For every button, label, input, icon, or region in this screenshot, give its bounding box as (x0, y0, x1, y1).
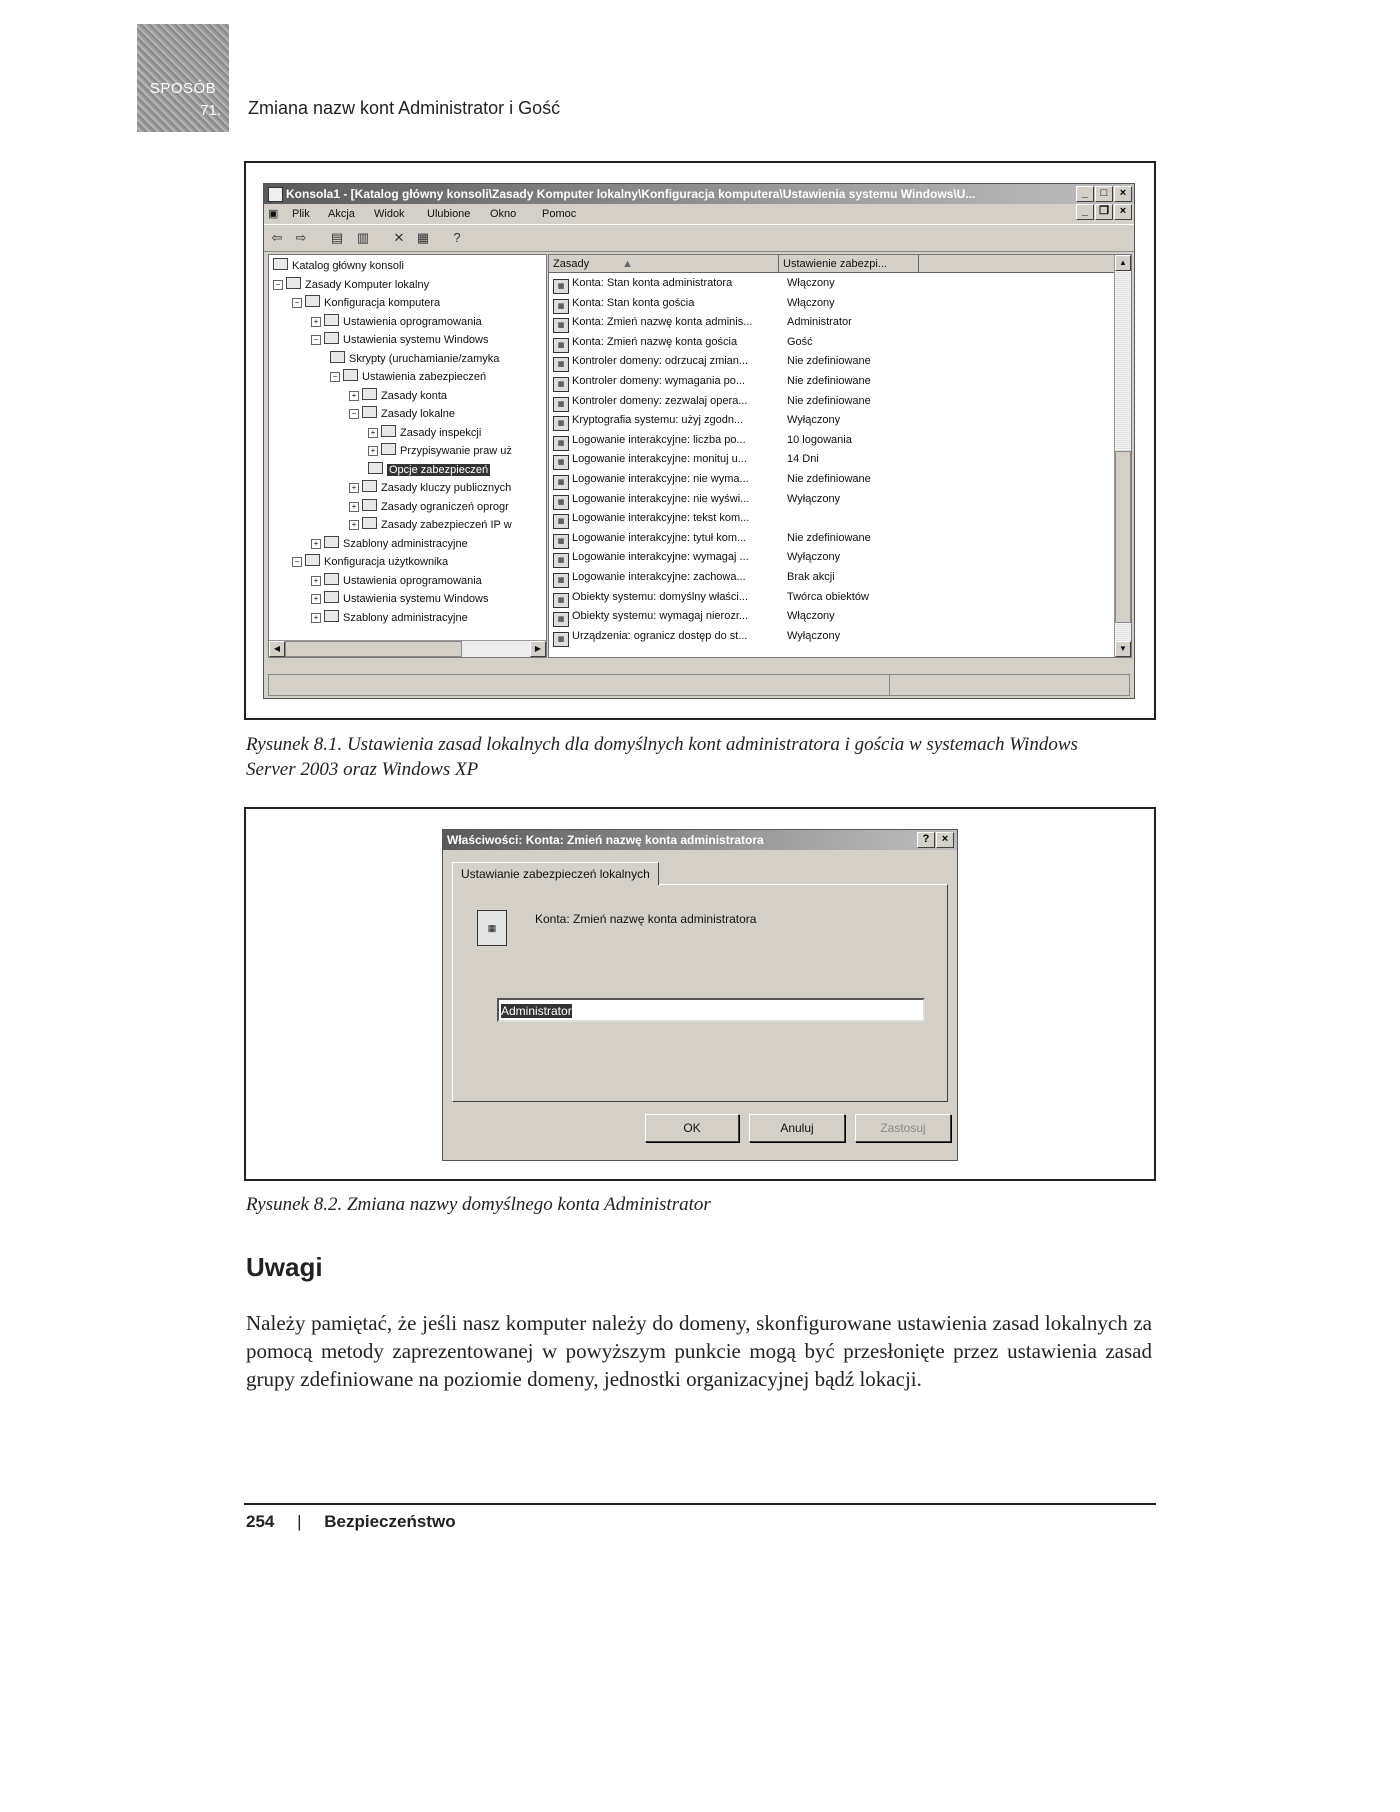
tree-item-label: Zasady Komputer lokalny (305, 278, 430, 291)
policy-setting: Nie zdefiniowane (787, 355, 871, 368)
list-vscroll-thumb[interactable] (1115, 451, 1131, 623)
policy-setting: Włączony (787, 277, 835, 289)
column-header-zasady[interactable]: Zasady ▲ (549, 255, 779, 273)
back-arrow-icon[interactable]: ⇦ (271, 230, 283, 245)
tree-item[interactable] (292, 294, 440, 312)
folder-icon (324, 591, 339, 603)
policy-row[interactable] (549, 529, 871, 548)
folder-icon (324, 610, 339, 622)
policy-name: Logowanie interakcyjne: nie wyma... (572, 473, 749, 485)
folder-icon (381, 425, 396, 437)
tree-hscroll[interactable] (269, 640, 546, 657)
policy-name: Kryptografia systemu: użyj zgodn... (572, 414, 744, 427)
policy-name: Konta: Zmień nazwę konta gościa (572, 335, 738, 348)
policy-name: Logowanie interakcyjne: tekst kom... (572, 512, 750, 525)
policy-name: Urządzenia: ogranicz dostęp do st... (572, 629, 748, 642)
policy-name: Konta: Stan konta gościa (572, 296, 695, 309)
policy-row[interactable] (549, 490, 841, 509)
policy-name: Logowanie interakcyjne: monituj u... (572, 453, 747, 466)
dialog-help-button[interactable]: ? (917, 832, 935, 848)
collapse-icon[interactable]: − (349, 409, 359, 419)
cancel-button[interactable]: Anuluj (749, 1114, 845, 1142)
policy-row[interactable] (549, 294, 835, 313)
tree-item[interactable] (311, 590, 489, 608)
folder-icon (324, 536, 339, 548)
policy-icon: ▦ (553, 514, 569, 529)
policy-row[interactable] (549, 352, 871, 371)
policy-name: Kontroler domeny: zezwalaj opera... (572, 394, 748, 407)
menu-pomoc[interactable]: Pomoc (542, 208, 577, 220)
policy-setting: Wyłączony (787, 551, 841, 564)
column-header-empty (919, 255, 1115, 273)
delete-icon[interactable]: ✕ (393, 230, 405, 245)
tree-item-label: Zasady lokalne (381, 408, 455, 420)
expand-icon[interactable]: + (311, 594, 321, 604)
footer-separator: | (297, 1512, 302, 1531)
policy-setting: Wyłączony (787, 629, 841, 642)
policy-name: Logowanie interakcyjne: wymagaj ... (572, 551, 749, 564)
ok-button[interactable]: OK (645, 1114, 739, 1142)
folder-icon (324, 573, 339, 585)
policy-icon: ▦ (553, 632, 569, 647)
tree-item[interactable] (311, 572, 482, 590)
policy-setting: Twórca obiektów (787, 590, 869, 603)
policy-setting: Włączony (787, 610, 835, 623)
folder-icon (273, 258, 288, 270)
footer-section: Bezpieczeństwo (324, 1512, 456, 1531)
expand-icon[interactable]: + (311, 539, 321, 549)
policy-row[interactable] (549, 470, 871, 489)
policy-row[interactable] (549, 627, 841, 646)
policy-icon: ▦ (553, 553, 569, 568)
mmc-title: Konsola1 - [Katalog główny konsoli\Zasady Komputer lokalny\Konfiguracja komputera\Ustawienia systemu Windows\U... (286, 187, 976, 201)
tree-item[interactable] (349, 479, 511, 497)
tree-item-label: Zasady zabezpieczeń IP w (381, 519, 512, 531)
policy-name: Kontroler domeny: odrzucaj zmian... (572, 355, 749, 368)
policy-name: Obiekty systemu: wymagaj nierozr... (572, 610, 749, 623)
policy-name: Logowanie interakcyjne: liczba po... (572, 433, 746, 446)
badge-number: 71. (200, 102, 221, 119)
policy-icon: ▦ (553, 338, 569, 353)
expand-icon[interactable]: + (311, 613, 321, 623)
tree-item[interactable] (330, 368, 486, 386)
list-vscroll[interactable] (1114, 255, 1131, 657)
tree-item[interactable] (349, 498, 509, 516)
menu-plik[interactable]: Plik (292, 208, 310, 220)
policy-setting: Wyłączony (787, 414, 841, 427)
policy-setting: 10 logowania (787, 433, 852, 446)
policy-row[interactable] (549, 450, 819, 469)
tree-item[interactable] (349, 405, 455, 423)
close-button[interactable]: × (1114, 186, 1132, 202)
tab-local-security[interactable]: Ustawianie zabezpieczeń lokalnych (452, 862, 659, 885)
tree-item[interactable] (311, 535, 468, 553)
tree-item-label: Opcje zabezpieczeń (389, 463, 489, 476)
mmc-window (263, 183, 1135, 699)
policy-row[interactable] (549, 548, 841, 567)
expand-icon[interactable]: + (311, 576, 321, 586)
tree-item[interactable] (273, 257, 404, 275)
policy-icon: ▦ (553, 318, 569, 333)
policy-icon: ▦ (553, 495, 569, 510)
tree-item-label: Zasady kluczy publicznych (381, 482, 512, 494)
folder-icon (305, 554, 320, 566)
tree-item-label: Zasady inspekcji (400, 426, 482, 439)
scroll-left-button[interactable]: ◀ (269, 641, 285, 657)
folder-icon (362, 406, 377, 418)
menu-akcja[interactable]: Akcja (328, 208, 355, 220)
policy-icon: ▦ (477, 910, 507, 946)
tree-item-label: Ustawienia systemu Windows (343, 334, 489, 346)
policy-name-label: Konta: Zmień nazwę konta administratora (535, 912, 757, 926)
running-header-title: Zmiana nazw kont Administrator i Gość (248, 98, 561, 118)
policy-name: Konta: Stan konta administratora (572, 277, 733, 289)
policy-setting: Nie zdefiniowane (787, 531, 871, 544)
page-number: 254 (246, 1512, 275, 1531)
child-close-button[interactable]: × (1114, 204, 1132, 220)
tree-hscroll-thumb[interactable] (285, 641, 462, 657)
policy-setting: Włączony (787, 296, 835, 309)
policy-row[interactable] (549, 392, 871, 411)
tree-item-label: Ustawienia oprogramowania (343, 315, 482, 328)
figure-2-caption: Rysunek 8.2. Zmiana nazwy domyślnego konta Administrator (246, 1194, 711, 1215)
tree-item-label: Szablony administracyjne (343, 537, 468, 550)
expand-icon[interactable]: + (349, 520, 359, 530)
tree-item-label: Ustawienia oprogramowania (343, 574, 482, 587)
tree-item[interactable] (330, 350, 499, 368)
expand-icon[interactable]: + (349, 502, 359, 512)
menu-okno[interactable]: Okno (490, 208, 517, 220)
child-minimize-button[interactable]: _ (1076, 204, 1094, 220)
tree-item-label: Konfiguracja użytkownika (324, 556, 449, 568)
policy-row[interactable] (549, 568, 835, 587)
folder-icon (286, 277, 301, 289)
tree-item-label: Ustawienia zabezpieczeń (362, 371, 487, 383)
export-list-icon[interactable]: ▦ (416, 230, 430, 245)
tree-item[interactable] (368, 424, 481, 442)
expand-icon[interactable]: + (311, 317, 321, 327)
tree-item-label: Zasady konta (381, 389, 448, 402)
policy-icon: ▦ (553, 534, 569, 549)
tree-item-label: Konfiguracja komputera (324, 297, 441, 309)
folder-icon (324, 314, 339, 326)
collapse-icon[interactable]: − (292, 557, 302, 567)
tree-item[interactable] (292, 553, 448, 571)
status-divider (889, 675, 890, 695)
scroll-right-button[interactable]: ▶ (530, 641, 546, 657)
account-name-input[interactable] (497, 998, 925, 1022)
tree-item[interactable] (311, 313, 482, 331)
expand-icon[interactable]: + (349, 483, 359, 493)
folder-icon (324, 332, 339, 344)
policy-row[interactable] (549, 411, 841, 430)
policy-name: Konta: Zmień nazwę konta adminis... (572, 316, 753, 329)
help-icon[interactable]: ? (453, 230, 461, 245)
figure-2-frame (244, 807, 1156, 1181)
child-restore-button[interactable]: ❐ (1095, 204, 1113, 220)
policy-icon: ▦ (553, 475, 569, 490)
menu-widok[interactable]: Widok (374, 208, 405, 220)
policy-icon: ▦ (553, 357, 569, 372)
policy-setting: Brak akcji (787, 571, 835, 583)
footer-rule (244, 1503, 1156, 1505)
figure-1-caption: Rysunek 8.1. Ustawienia zasad lokalnych dla domyślnych kont administratora i gościa w systemach Windows Server 2003 oraz Windows XP (246, 734, 1078, 780)
mmc-menubar (264, 204, 1134, 224)
scroll-down-button[interactable]: ▼ (1115, 641, 1131, 657)
policy-icon: ▦ (553, 377, 569, 392)
properties-dialog (442, 829, 958, 1161)
column-header-ustawienie[interactable]: Ustawienie zabezpi... (779, 255, 919, 273)
tree-item[interactable] (311, 609, 468, 627)
folder-icon (343, 369, 358, 381)
expand-icon[interactable]: + (368, 446, 378, 456)
policy-setting: Administrator (787, 316, 852, 329)
tree-pane (268, 254, 547, 658)
tree-item[interactable] (349, 516, 512, 534)
minimize-button[interactable]: _ (1076, 186, 1094, 202)
policy-row[interactable] (549, 431, 852, 450)
policy-setting: Wyłączony (787, 492, 841, 505)
folder-icon (362, 388, 377, 400)
footer (246, 1512, 456, 1532)
folder-icon (330, 351, 345, 363)
tree-item-label: Zasady ograniczeń oprogr (381, 500, 509, 513)
up-folder-icon[interactable]: ▤ (330, 230, 344, 245)
menu-icon: ▣ (268, 208, 279, 220)
policy-setting: Nie zdefiniowane (787, 394, 871, 407)
badge-word: SPOSÓB (149, 80, 217, 97)
folder-icon (362, 517, 377, 529)
policy-name: Obiekty systemu: domyślny właści... (572, 590, 749, 603)
tree-item[interactable] (311, 331, 489, 349)
policy-row[interactable] (549, 372, 871, 391)
policy-name: Logowanie interakcyjne: zachowa... (572, 571, 746, 583)
show-tree-icon[interactable]: ▥ (356, 230, 370, 245)
policy-row[interactable] (549, 607, 835, 626)
expand-icon[interactable]: + (349, 391, 359, 401)
mmc-toolbar (264, 224, 1134, 252)
collapse-icon[interactable]: − (292, 298, 302, 308)
list-pane (548, 254, 1132, 658)
tree-item-label: Katalog główny konsoli (292, 260, 404, 272)
policy-icon: ▦ (553, 573, 569, 588)
policy-name: Kontroler domeny: wymagania po... (572, 375, 746, 387)
collapse-icon[interactable]: − (330, 372, 340, 382)
policy-icon: ▦ (553, 612, 569, 627)
policy-icon: ▦ (553, 397, 569, 412)
body-paragraph: Należy pamiętać, że jeśli nasz komputer należy do domeny, skonfigurowane ustawienia zasad lokalnych za pomocą metody zaprezentowanej w powyższym punkcie mogą być przesłonięte przez ustawienia zasad grupy zdefiniowane na poziomie domeny, jednostki organizacyjnej bądź lokacji. (246, 1311, 1152, 1391)
menu-ulubione[interactable]: Ulubione (427, 208, 471, 220)
mmc-titlebar (264, 184, 1134, 204)
tree-item-label: Szablony administracyjne (343, 611, 468, 624)
folder-icon (362, 480, 377, 492)
policy-setting: 14 Dni (787, 453, 819, 466)
policy-setting: Gość (787, 335, 813, 348)
forward-arrow-icon[interactable]: ⇨ (295, 230, 307, 245)
maximize-button[interactable]: □ (1095, 186, 1113, 202)
policy-name: Logowanie interakcyjne: tytuł kom... (572, 531, 747, 544)
policy-icon: ▦ (553, 299, 569, 314)
sort-up-icon: ▲ (622, 258, 634, 270)
scroll-up-button[interactable]: ▲ (1115, 255, 1131, 271)
collapse-icon[interactable]: − (273, 280, 283, 290)
policy-row[interactable] (549, 333, 813, 352)
policy-setting: Nie zdefiniowane (787, 375, 871, 387)
policy-row[interactable] (549, 313, 852, 332)
policy-icon: ▦ (553, 436, 569, 451)
tree-item-label: Skrypty (uruchamianie/zamyka (349, 352, 500, 365)
expand-icon[interactable]: + (368, 428, 378, 438)
policy-icon: ▦ (553, 593, 569, 608)
section-heading: Uwagi (246, 1252, 323, 1282)
tree-item[interactable] (349, 387, 447, 405)
tree-item[interactable] (368, 461, 490, 479)
policy-icon: ▦ (553, 279, 569, 294)
policy-setting: Nie zdefiniowane (787, 473, 871, 485)
policy-row[interactable] (549, 588, 869, 607)
apply-button[interactable]: Zastosuj (855, 1114, 951, 1142)
tree-item-label: Ustawienia systemu Windows (343, 593, 489, 605)
dialog-title: Właściwości: Konta: Zmień nazwę konta administratora (447, 833, 764, 847)
folder-icon (381, 443, 396, 455)
policy-icon: ▦ (553, 416, 569, 431)
tree-item[interactable] (368, 442, 512, 460)
policy-row[interactable] (549, 509, 749, 528)
status-bar (268, 674, 1130, 696)
collapse-icon[interactable]: − (311, 335, 321, 345)
console-icon (268, 187, 283, 202)
tree-item[interactable] (273, 276, 429, 294)
folder-icon (368, 462, 383, 474)
dialog-titlebar (443, 830, 957, 850)
policy-name: Logowanie interakcyjne: nie wyświ... (572, 492, 750, 505)
chapter-badge (137, 24, 229, 132)
policy-row[interactable] (549, 274, 835, 293)
dialog-close-button[interactable]: × (936, 832, 954, 848)
folder-icon (305, 295, 320, 307)
figure-1-frame (244, 161, 1156, 720)
policy-icon: ▦ (553, 455, 569, 470)
account-name-value: Administrator (501, 1004, 572, 1018)
folder-icon (362, 499, 377, 511)
tree-item-label: Przypisywanie praw uż (400, 445, 512, 457)
